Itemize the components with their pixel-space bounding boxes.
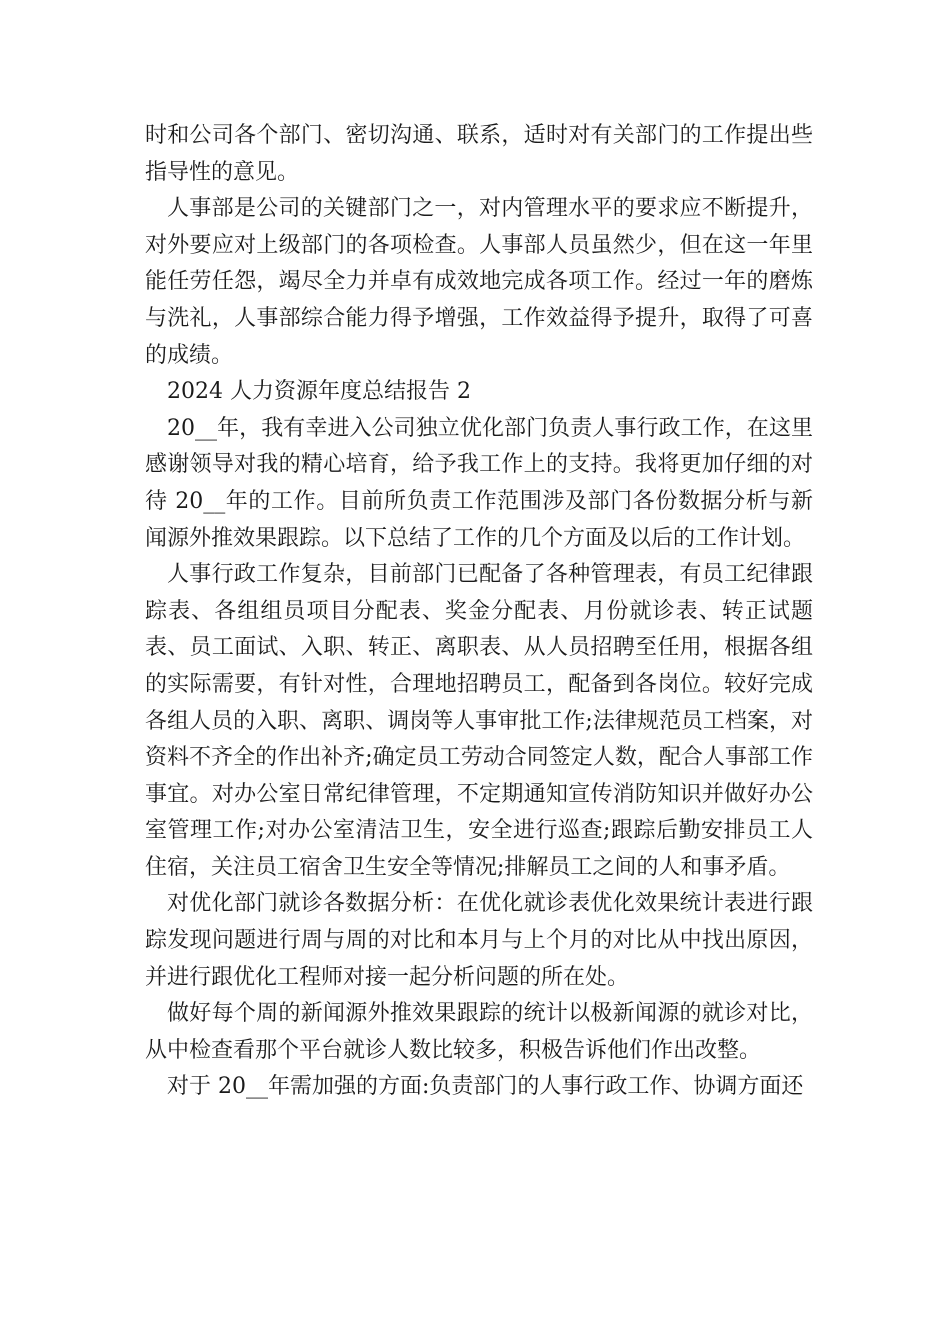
- paragraph-hr-department: 人事部是公司的关键部门之一，对内管理水平的要求应不断提升，对外要应对上级部门的各项检查。人事部人员虽然少，但在这一年里能任劳任怨，竭尽全力并卓有成效地完成各项工作。经过一年的磨炼与洗礼，人事部综合能力得予增强，工作效益得予提升，取得了可喜的成绩。: [145, 196, 813, 368]
- paragraph-intro: 20__年，我有幸进入公司独立优化部门负责人事行政工作，在这里感谢领导对我的精心培育，给予我工作上的支持。我将更加仔细的对待 20__年的工作。目前所负责工作范围涉及部门各份数据分析与新闻源外推效果跟踪。以下总结了工作的几个方面及以后的工作计划。: [145, 415, 813, 551]
- paragraph-news-tracking: 做好每个周的新闻源外推效果跟踪的统计以极新闻源的就诊对比，从中检查看那个平台就诊人数比较多，积极告诉他们作出改整。: [145, 1001, 813, 1063]
- paragraph-continuation: 时和公司各个部门、密切沟通、联系，适时对有关部门的工作提出些指导性的意见。: [145, 123, 813, 185]
- paragraph-admin-work: 人事行政工作复杂，目前部门已配备了各种管理表，有员工纪律跟踪表、各组组员项目分配表、奖金分配表、月份就诊表、转正试题表、员工面试、入职、转正、离职表、从人员招聘至任用，根据各组的实际需要，有针对性，合理地招聘员工，配备到各岗位。较好完成各组人员的入职、离职、调岗等人事审批工作;法律规范员工档案，对资料不齐全的作出补齐;确定员工劳动合同签定人数，配合人事部工作事宜。对办公室日常纪律管理，不定期通知宣传消防知识并做好办公室管理工作;对办公室清洁卫生，安全进行巡查;跟踪后勤安排员工人住宿，关注员工宿舍卫生安全等情况;排解员工之间的人和事矛盾。: [145, 562, 813, 880]
- paragraph-data-analysis: 对优化部门就诊各数据分析：在优化就诊表优化效果统计表进行跟踪发现问题进行周与周的对比和本月与上个月的对比从中找出原因，并进行跟优化工程师对接一起分析问题的所在处。: [145, 891, 813, 990]
- document-page: [145, 118, 813, 1106]
- paragraph-improvements: 对于 20__年需加强的方面:负责部门的人事行政工作、协调方面还: [167, 1074, 804, 1100]
- section-heading: 2024 人力资源年度总结报告 2: [167, 379, 471, 405]
